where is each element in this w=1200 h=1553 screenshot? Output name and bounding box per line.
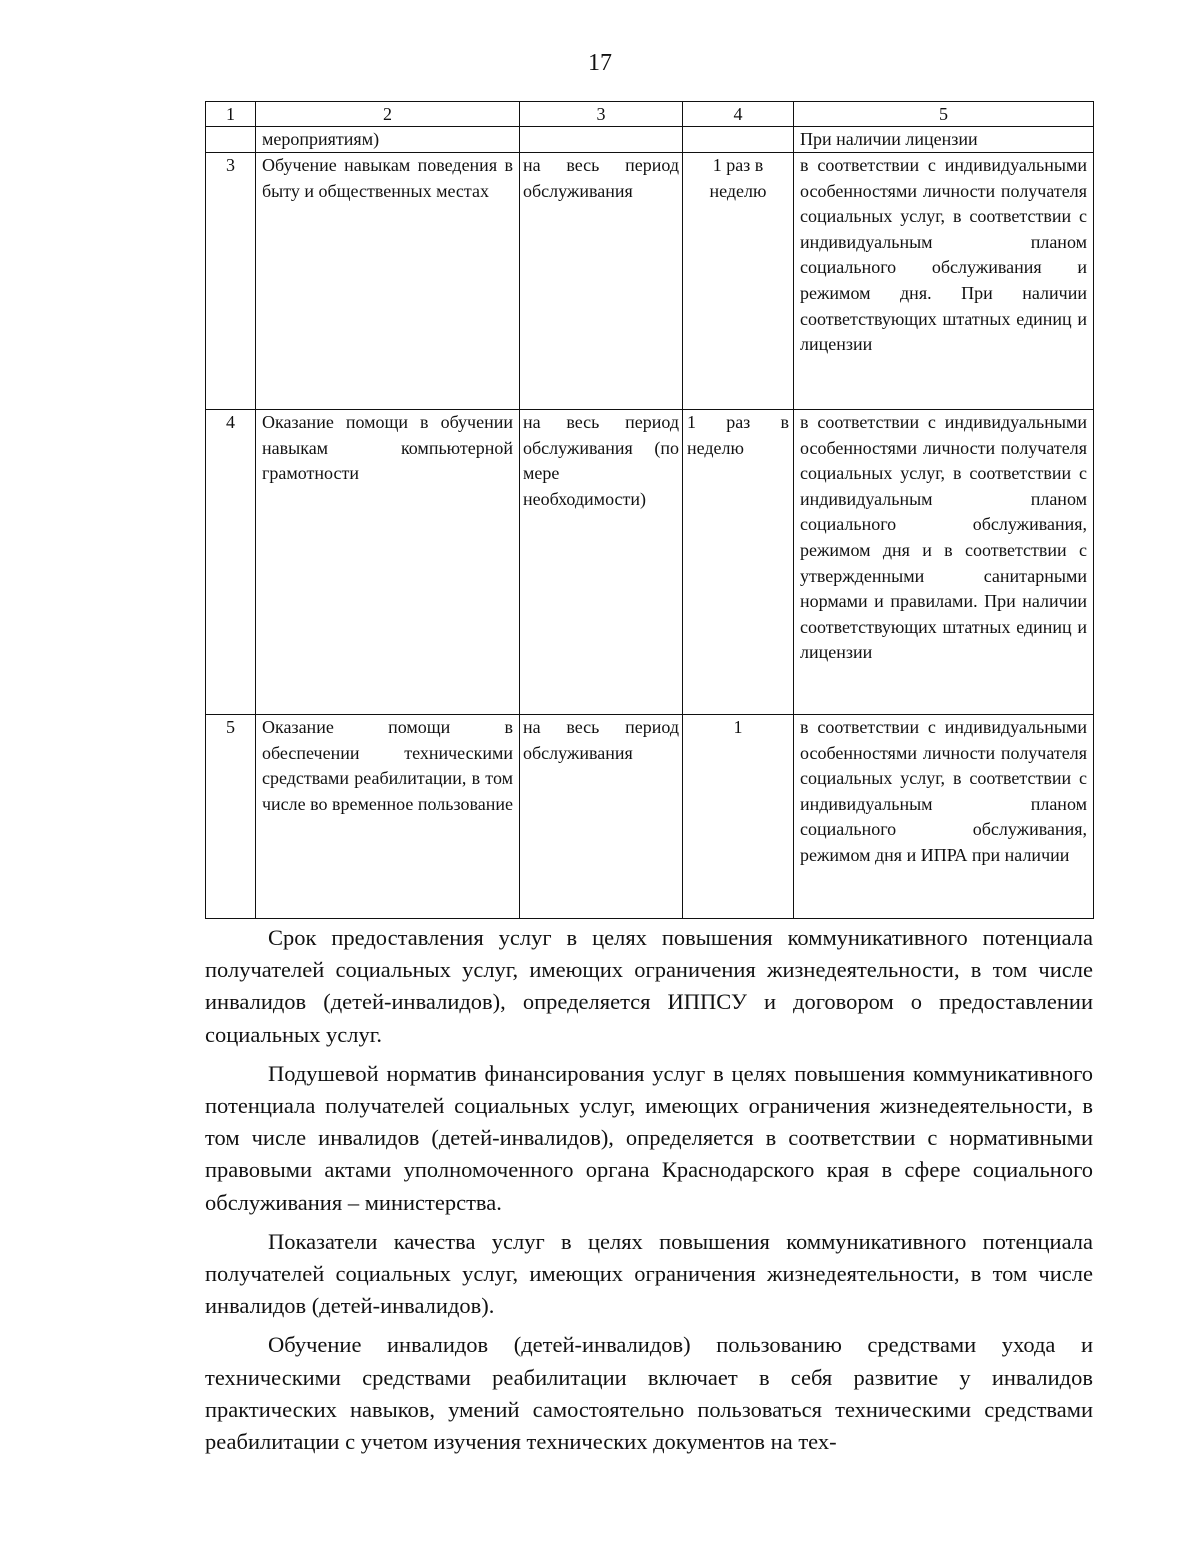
service-term: на весь период обслуживания (по мере необходимости) bbox=[520, 410, 683, 715]
continuation-cell-frequency bbox=[683, 127, 794, 153]
paragraph-quality-indicators: Показатели качества услуг в целях повышения коммуникативного потенциала получателей социальных услуг, имеющих ограничения жизнедеятельности, в том числе инвалидов (детей-инвалидов). bbox=[205, 1228, 1093, 1319]
header-cell-5: 5 bbox=[794, 102, 1094, 127]
table-continuation-row bbox=[206, 127, 1094, 153]
service-term: на весь период обслуживания bbox=[520, 153, 683, 410]
service-name: Обучение навыкам поведения в быту и общественных местах bbox=[256, 153, 520, 410]
paragraph-service-term: Срок предоставления услуг в целях повышения коммуникативного потенциала получателей социальных услуг, имеющих ограничения жизнедеятельности, в том числе инвалидов (детей-инвалидов), определяется ИППСУ и договором о предоставлении социальных услуг. bbox=[205, 925, 1093, 1047]
page-number: 17 bbox=[588, 50, 612, 76]
service-name: Оказание помощи в обеспечении техническими средствами реабилитации, в том числе во временное пользование bbox=[256, 715, 520, 919]
body-text bbox=[205, 922, 1093, 1465]
table-row bbox=[206, 715, 1094, 919]
service-conditions: в соответствии с индивидуальными особенностями личности получателя социальных услуг, в соответствии с индивидуальным планом социального обслуживания, режимом дня и в соответствии с утвержденными санитарными нормами и правилами. При наличии соответствующих штатных единиц и лицензии bbox=[794, 410, 1094, 715]
header-cell-4: 4 bbox=[683, 102, 794, 127]
service-frequency: 1 раз в неделю bbox=[683, 153, 794, 410]
paragraph-financing-norm: Подушевой норматив финансирования услуг в целях повышения коммуникативного потенциала получателей социальных услуг, имеющих ограничения жизнедеятельности, в том числе инвалидов (детей-инвалидов), определяется в соответствии с нормативными правовыми актами уполномоченного органа Краснодарского края в сфере социального обслуживания – министерства. bbox=[205, 1060, 1093, 1215]
header-cell-1: 1 bbox=[206, 102, 256, 127]
table-header-row bbox=[206, 102, 1094, 127]
service-frequency: 1 bbox=[683, 715, 794, 919]
service-frequency: 1 раз в неделю bbox=[683, 410, 794, 715]
row-number: 3 bbox=[206, 153, 256, 410]
table-row bbox=[206, 410, 1094, 715]
table-row bbox=[206, 153, 1094, 410]
header-cell-3: 3 bbox=[520, 102, 683, 127]
service-name: Оказание помощи в обучении навыкам компьютерной грамотности bbox=[256, 410, 520, 715]
continuation-cell-num bbox=[206, 127, 256, 153]
row-number: 5 bbox=[206, 715, 256, 919]
continuation-cell-conditions: При наличии лицензии bbox=[794, 127, 1094, 153]
header-cell-2: 2 bbox=[256, 102, 520, 127]
continuation-cell-service: мероприятиям) bbox=[256, 127, 520, 153]
paragraph-training: Обучение инвалидов (детей-инвалидов) пользованию средствами ухода и техническими средствами реабилитации включает в себя развитие у инвалидов практических навыков, умений самостоятельно пользоваться техническими средствами реабилитации с учетом изучения технических документов на тех- bbox=[205, 1332, 1093, 1455]
continuation-cell-term bbox=[520, 127, 683, 153]
row-number: 4 bbox=[206, 410, 256, 715]
service-conditions: в соответствии с индивидуальными особенностями личности получателя социальных услуг, в соответствии с индивидуальным планом социального обслуживания, режимом дня и ИПРА при наличии bbox=[794, 715, 1094, 919]
service-term: на весь период обслуживания bbox=[520, 715, 683, 919]
service-conditions: в соответствии с индивидуальными особенностями личности получателя социальных услуг, в соответствии с индивидуальным планом социального обслуживания и режимом дня. При наличии соответствующих штатных единиц и лицензии bbox=[794, 153, 1094, 410]
services-table bbox=[205, 101, 1094, 919]
